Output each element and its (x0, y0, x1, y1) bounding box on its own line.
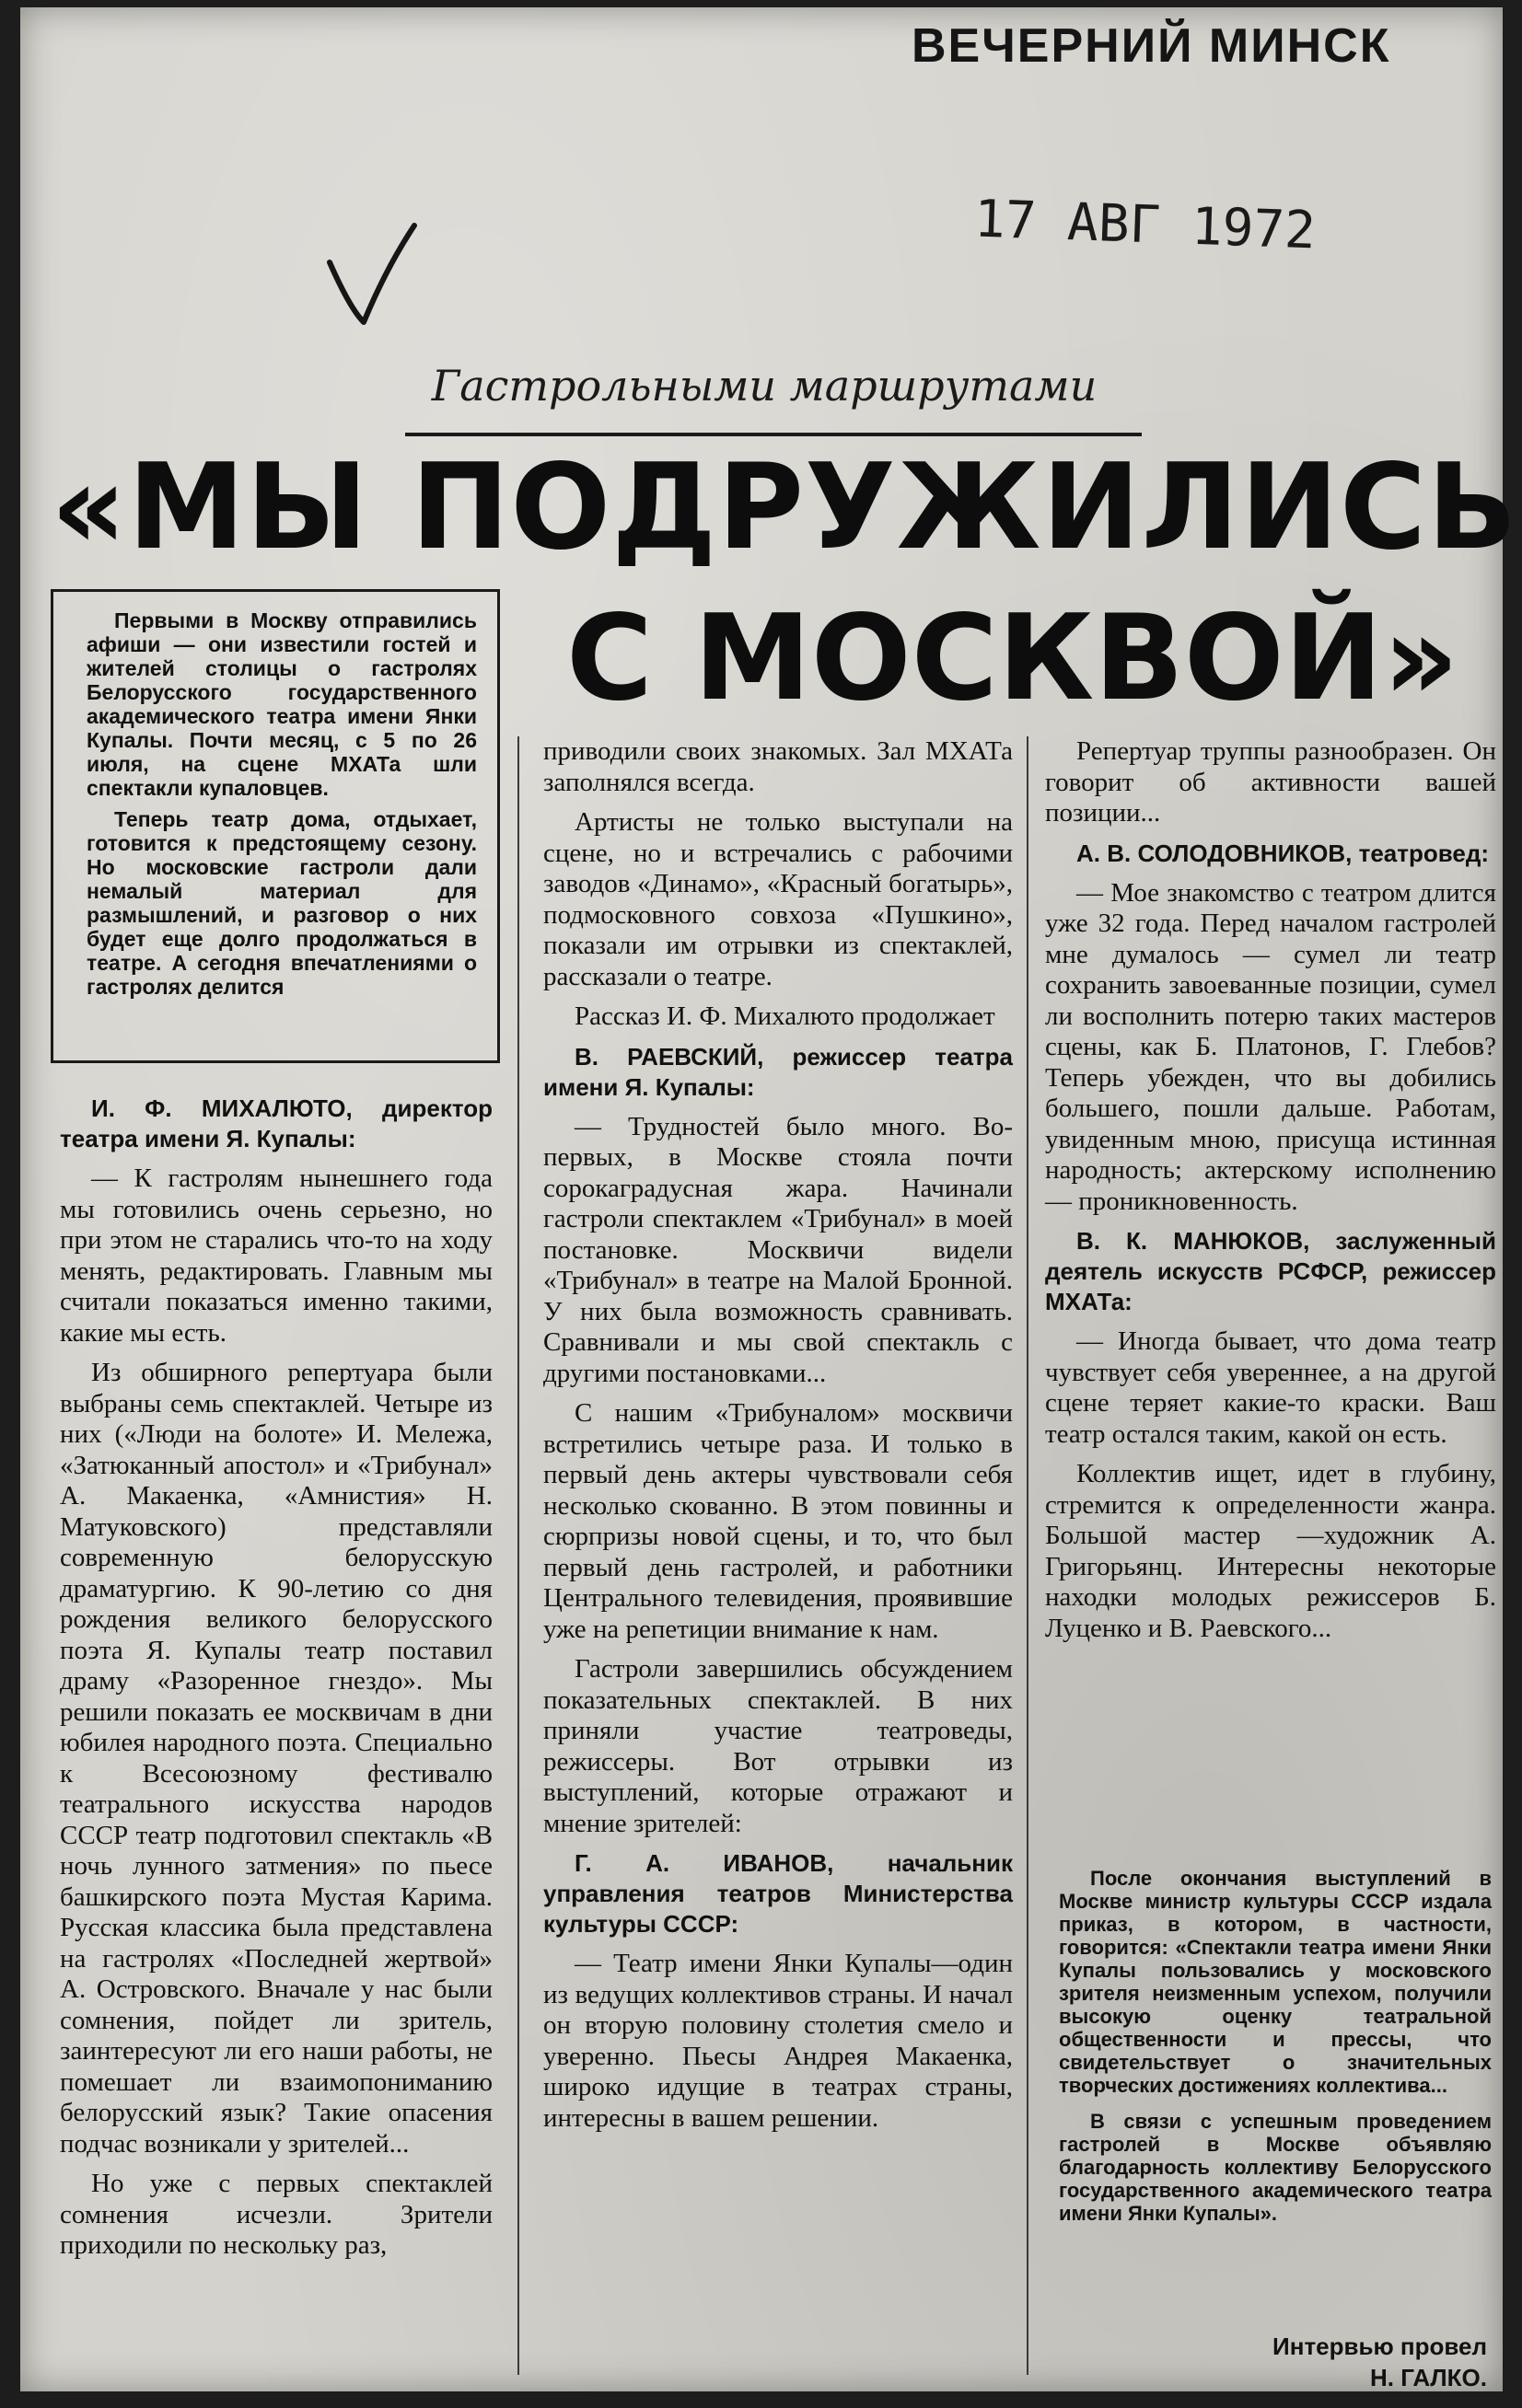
article-rubric: Гастрольными маршрутами (431, 361, 1098, 411)
article-paragraph: Артисты не только выступали на сцене, но и встречались с рабочими заводов «Динамо», «Красный богатырь», подмосковного совхоза «Пушкино», показали им отрывки из спектаклей, рассказали о театре. (543, 807, 1013, 991)
article-paragraph: Коллектив ищет, идет в глубину, стремится к определенности жанра. Большой мастер —художник А. Григорьянц. Интересны некоторые находки молодых режиссеров Б. Луценко и В. Раевского... (1045, 1459, 1496, 1643)
lead-box (51, 589, 500, 1063)
lead-paragraph: Теперь театр дома, отдыхает, готовится к предстоящему сезону. Но московские гастроли дали немалый материал для размышлений, и разговор о них будет еще долго продолжаться в театре. А сегодня впечатлениями о гастролях делится (87, 807, 477, 999)
interview-credit (1100, 2331, 1487, 2393)
credit-author: Н. ГАЛКО. (1370, 2364, 1487, 2391)
article-column-1 (60, 1086, 493, 2271)
article-paragraph: — Иногда бывает, что дома театр чувствует себя увереннее, а на другой сцене теряет какие-то краски. Ваш театр остался таким, какой он есть. (1045, 1326, 1496, 1449)
article-paragraph: Репертуар труппы разнообразен. Он говорит об активности вашей позиции... (1045, 736, 1496, 828)
article-paragraph: Из обширного репертуара были выбраны семь спектаклей. Четыре из них («Люди на болоте» И. Мележа, «Затюканный апостол» и «Трибунал» А. Макаенка, «Амнистия» Н. Матуковского) представляли современную белорусскую драматургию. К 90-летию со дня рождения великого белорусского поэта Я. Купалы театр поставил драму «Разоренное гнездо». Мы решили показать ее москвичам в дни юбилея народного поэта. Специально к Всесоюзному фестивалю театрального искусства народов СССР театр подготовил спектакль «В ночь лунного затмения» по пьесе башкирского поэта Мустая Карима. Русская классика была представлена на гастролях «Последней жертвой» А. Островского. Вначале у нас были сомнения, пойдет ли зритель, заинтересуют ли его наши работы, не помешает ли взаимопониманию белорусский язык? Такие опасения подчас возникали у зрителей... (60, 1358, 493, 2159)
headline-line-1: «МЫ ПОДРУЖИЛИСЬ (51, 439, 1518, 576)
headline-line-2: С МОСКВОЙ» (566, 590, 1459, 727)
order-paragraph: После окончания выступлений в Москве министр культуры СССР издала приказ, в котором, в частности, говорится: «Спектакли театра имени Янки Купалы пользовались у московского зрителя неизменным успехом, получили высокую оценку театральной общественности и прессы, что свидетельствует о значительных творческих достижениях коллектива... (1059, 1867, 1492, 2097)
date-stamp: 17 АВГ 1972 (972, 189, 1317, 261)
speaker-heading: А. В. СОЛОДОВНИКОВ, театровед: (1076, 839, 1489, 867)
article-paragraph: — К гастролям нынешнего года мы готовились очень серьезно, но при этом не старались что-то на ходу менять, редактировать. Главным мы считали показаться именно такими, какие мы есть. (60, 1163, 493, 1348)
ministry-order-quote (1059, 1867, 1492, 2238)
speaker-heading: В. РАЕВСКИЙ, режиссер театра имени Я. Купалы: (543, 1042, 1013, 1101)
article-paragraph: С нашим «Трибуналом» москвичи встретились четыре раза. И только в первый день актеры чувствовали себя несколько скованно. В этом повинны и сюрпризы новой сцены, и то, что был первый день гастролей, и работники Центрального телевидения, проявившие уже на репетиции внимание к нам. (543, 1398, 1013, 1644)
article-paragraph: Рассказ И. Ф. Михалюто продолжает (575, 1001, 995, 1031)
speaker-heading: В. К. МАНЮКОВ, заслуженный деятель искусств РСФСР, режиссер МХАТа: (1045, 1227, 1496, 1315)
credit-line: Интервью провел (1272, 2333, 1487, 2360)
handwritten-check-icon (322, 221, 424, 331)
order-paragraph: В связи с успешным проведением гастролей в Москве объявляю благодарность коллективу Белорусского государственного академического театра имени Янки Купалы». (1059, 2110, 1492, 2225)
lead-paragraph: Первыми в Москву отправились афиши — они известили гостей и жителей столицы о гастролях Белорусского государственного академического театра имени Янки Купалы. Почти месяц, с 5 по 26 июля, на сцене МХАТа шли спектакли купаловцев. (87, 608, 477, 800)
article-paragraph: — Театр имени Янки Купалы—один из ведущих коллективов страны. И начал он вторую половину столетия смело и уверенно. Пьесы Андрея Макаенка, широко идущие в театрах страны, интересны в вашем решении. (543, 1949, 1013, 2133)
article-paragraph: Гастроли завершились обсуждением показательных спектаклей. В них приняли участие театроведы, режиссеры. Вот отрывки из выступлений, которые отражают и мнение зрителей: (543, 1654, 1013, 1838)
article-paragraph: Но уже с первых спектаклей сомнения исчезли. Зрители приходили по нескольку раз, (60, 2169, 493, 2260)
newspaper-masthead: ВЕЧЕРНИЙ МИНСК (912, 19, 1391, 73)
article-paragraph: — Мое знакомство с театром длится уже 32 года. Перед началом гастролей мне думалось — сумел ли театр сохранить завоеванные позиции, сумел ли восполнить потерю таких мастеров сцены, как Б. Платонов, Г. Глебов? Теперь убежден, что вы добились большего, пошли дальше. Работам, увиденным мною, присуща истинная народность; актерскому исполнению — проникновенность. (1045, 877, 1496, 1216)
article-column-3 (1045, 736, 1496, 1653)
article-paragraph: — Трудностей было много. Во-первых, в Москве стояла почти сорокаградусная жара. Начинали гастроли спектаклем «Трибунал» в моей постановке. Москвичи видели «Трибунал» в театре на Малой Бронной. У них была возможность сравнивать. Сравнивали и мы свой спектакль с другими постановками... (543, 1111, 1013, 1388)
article-column-2 (543, 736, 1013, 2143)
article-paragraph: приводили своих знакомых. Зал МХАТа заполнялся всегда. (543, 736, 1013, 797)
column-divider (1027, 736, 1028, 2375)
column-divider (517, 736, 519, 2375)
rubric-underline (405, 433, 1142, 436)
speaker-heading: Г. А. ИВАНОВ, начальник управления театров Министерства культуры СССР: (543, 1849, 1013, 1938)
speaker-heading: И. Ф. МИХАЛЮТО, директор театра имени Я. Купалы: (60, 1094, 493, 1152)
